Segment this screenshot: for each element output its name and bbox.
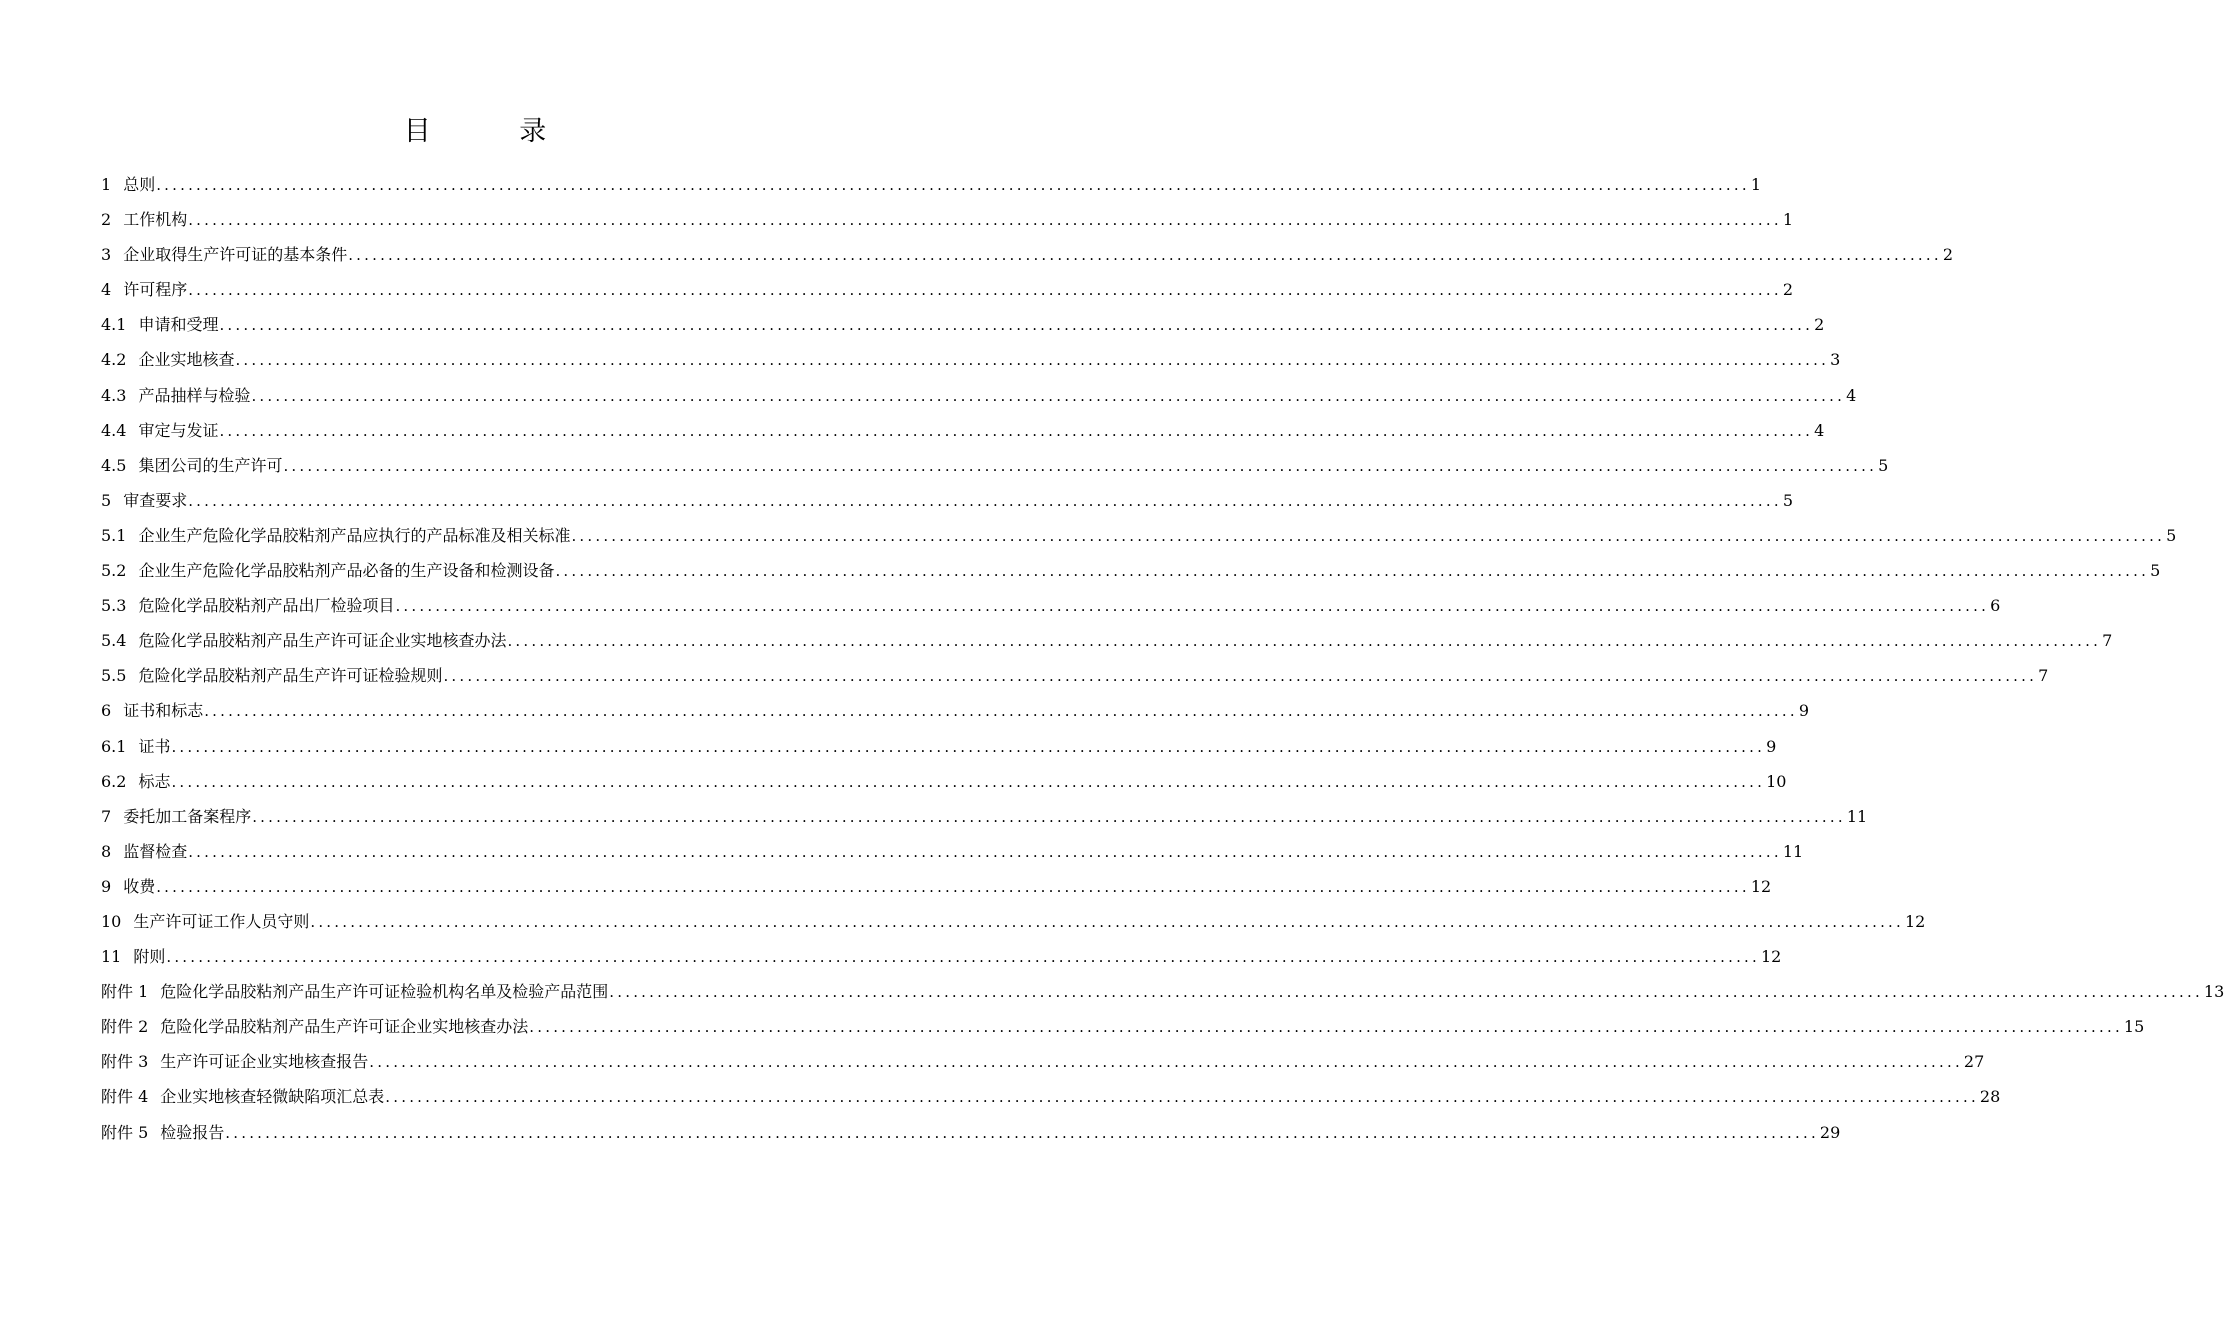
- toc-entry[interactable]: [101, 378, 1857, 413]
- toc-entry-number: 5: [101, 490, 112, 510]
- toc-entry-page: 27: [1963, 1052, 1985, 1072]
- toc-entry[interactable]: [101, 342, 1841, 377]
- toc-leader-dots: ........................................................................................................................................................................................................: [609, 983, 2203, 1002]
- toc-leader-dots: ........................................................................................................................................................................................................: [507, 632, 2102, 651]
- toc-entry-number: 附件 4: [101, 1087, 149, 1107]
- toc-entry-page: 4: [1846, 385, 1857, 405]
- toc-entry-page: 2: [1814, 315, 1825, 335]
- toc-entry-label: 生产许可证工作人员守则: [133, 911, 310, 931]
- toc-entry-page: 9: [1798, 701, 1810, 721]
- toc-entry-label: 危险化学品胶粘剂产品生产许可证企业实地核查办法: [160, 1017, 529, 1037]
- toc-entry[interactable]: [101, 869, 1772, 904]
- toc-entry-number: 附件 5: [101, 1122, 149, 1142]
- toc-entry-label: 总则: [123, 175, 156, 194]
- toc-leader-dots: ........................................................................................................................................................................................................: [188, 281, 1782, 300]
- toc-entry-label: 许可程序: [123, 280, 188, 300]
- toc-entry-page: 7: [2102, 631, 2113, 651]
- toc-leader-dots: ........................................................................................................................................................................................................: [171, 772, 1766, 791]
- toc-entry[interactable]: [101, 693, 1810, 728]
- toc-entry-label: 监督检查: [123, 841, 188, 861]
- toc-leader-dots: ........................................................................................................................................................................................................: [156, 176, 1750, 194]
- toc-entry-page: 1: [1750, 175, 1762, 194]
- toc-entry[interactable]: [101, 764, 1787, 799]
- toc-entry-page: 12: [1761, 947, 1782, 967]
- toc-entry-page: 3: [1830, 350, 1841, 370]
- toc-entry-number: 8: [101, 841, 112, 861]
- toc-entry-number: 4.3: [101, 385, 127, 405]
- toc-entry-page: 5: [2166, 525, 2177, 545]
- toc-entry-label: 危险化学品胶粘剂产品生产许可证企业实地核查办法: [138, 631, 507, 651]
- toc-entry[interactable]: [101, 1079, 2001, 1114]
- toc-entry-page: 2: [1782, 280, 1794, 300]
- toc-entry-label: 危险化学品胶粘剂产品出厂检验项目: [138, 596, 395, 616]
- toc-entry[interactable]: [101, 939, 1782, 974]
- toc-entry-number: 9: [101, 876, 112, 896]
- toc-entry-number: 附件 2: [101, 1017, 149, 1037]
- toc-entry-number: 1: [101, 175, 112, 194]
- toc-entry-page: 10: [1766, 771, 1787, 791]
- toc-entry[interactable]: [101, 904, 1926, 939]
- toc-entry-number: 6.1: [101, 736, 127, 756]
- toc-entry-number: 4.4: [101, 420, 127, 440]
- toc-entry-number: 6.2: [101, 771, 127, 791]
- toc-leader-dots: ........................................................................................................................................................................................................: [156, 877, 1750, 896]
- toc-list: [101, 167, 2224, 1150]
- toc-entry-number: 11: [101, 947, 122, 967]
- toc-leader-dots: ........................................................................................................................................................................................................: [571, 526, 2166, 545]
- toc-entry-number: 5.3: [101, 596, 127, 616]
- toc-entry-number: 6: [101, 701, 112, 721]
- toc-entry[interactable]: [101, 518, 2177, 553]
- toc-entry-page: 11: [1846, 806, 1868, 826]
- toc-entry-number: 4.1: [101, 315, 127, 335]
- toc-leader-dots: ........................................................................................................................................................................................................: [188, 842, 1782, 861]
- toc-entry[interactable]: [101, 413, 1825, 448]
- toc-entry-label: 标志: [138, 771, 171, 791]
- toc-entry-label: 企业生产危险化学品胶粘剂产品应执行的产品标准及相关标准: [138, 525, 571, 545]
- toc-entry-number: 3: [101, 245, 112, 265]
- toc-leader-dots: ........................................................................................................................................................................................................: [310, 912, 1904, 931]
- toc-entry-label: 企业生产危险化学品胶粘剂产品必备的生产设备和检测设备: [138, 561, 555, 581]
- toc-entry-label: 委托加工备案程序: [123, 806, 252, 826]
- toc-entry-label: 工作机构: [123, 210, 188, 230]
- toc-leader-dots: ........................................................................................................................................................................................................: [204, 702, 1798, 721]
- toc-entry-label: 证书和标志: [123, 701, 204, 721]
- toc-entry-label: 集团公司的生产许可: [138, 455, 283, 475]
- toc-leader-dots: ........................................................................................................................................................................................................: [188, 491, 1782, 510]
- toc-leader-dots: ........................................................................................................................................................................................................: [395, 597, 1990, 616]
- toc-entry-page: 1: [1782, 210, 1794, 230]
- toc-entry[interactable]: [101, 307, 1825, 342]
- toc-leader-dots: ........................................................................................................................................................................................................: [555, 562, 2150, 581]
- toc-leader-dots: ........................................................................................................................................................................................................: [283, 456, 1878, 475]
- toc-entry-label: 危险化学品胶粘剂产品生产许可证检验机构名单及检验产品范围: [160, 982, 609, 1002]
- toc-entry-number: 4.2: [101, 350, 127, 370]
- toc-entry-label: 企业取得生产许可证的基本条件: [123, 245, 348, 265]
- toc-entry-page: 11: [1782, 841, 1804, 861]
- toc-entry-page: 12: [1750, 876, 1772, 896]
- toc-entry-page: 7: [2038, 666, 2049, 686]
- toc-entry-number: 7: [101, 806, 112, 826]
- toc-entry-label: 企业实地核查: [138, 350, 235, 370]
- toc-entry-number: 4: [101, 280, 112, 300]
- toc-entry-number: 附件 1: [101, 982, 149, 1002]
- toc-entry-label: 证书: [138, 736, 171, 756]
- toc-entry[interactable]: [101, 588, 2001, 623]
- toc-leader-dots: ........................................................................................................................................................................................................: [235, 351, 1830, 370]
- toc-leader-dots: ........................................................................................................................................................................................................: [443, 667, 2038, 686]
- toc-leader-dots: ........................................................................................................................................................................................................: [252, 807, 1846, 826]
- toc-entry[interactable]: [101, 1115, 1841, 1150]
- toc-leader-dots: ........................................................................................................................................................................................................: [188, 211, 1782, 230]
- toc-entry-page: 15: [2123, 1017, 2145, 1037]
- toc-entry-page: 4: [1814, 420, 1825, 440]
- toc-entry-page: 2: [1942, 245, 1954, 265]
- toc-entry-page: 5: [1782, 490, 1794, 510]
- toc-entry[interactable]: [101, 483, 1794, 518]
- toc-entry-label: 附则: [133, 947, 166, 967]
- toc-entry[interactable]: [101, 167, 1762, 202]
- toc-entry-number: 4.5: [101, 455, 127, 475]
- toc-entry-label: 检验报告: [160, 1122, 225, 1142]
- toc-leader-dots: ........................................................................................................................................................................................................: [251, 386, 1846, 405]
- toc-leader-dots: ........................................................................................................................................................................................................: [171, 737, 1766, 756]
- toc-entry[interactable]: [101, 974, 2224, 1009]
- toc-entry-page: 28: [1979, 1087, 2001, 1107]
- toc-leader-dots: ........................................................................................................................................................................................................: [166, 948, 1760, 967]
- toc-entry-number: 2: [101, 210, 112, 230]
- toc-leader-dots: ........................................................................................................................................................................................................: [219, 316, 1814, 335]
- toc-entry[interactable]: [101, 658, 2049, 693]
- toc-entry-number: 5.5: [101, 666, 127, 686]
- toc-entry[interactable]: [101, 448, 1889, 483]
- toc-entry[interactable]: [101, 237, 1954, 272]
- toc-entry-number: 附件 3: [101, 1052, 149, 1072]
- toc-entry-page: 12: [1905, 911, 1926, 931]
- toc-entry[interactable]: [101, 1044, 1985, 1079]
- toc-entry-label: 企业实地核查轻微缺陷项汇总表: [160, 1087, 385, 1107]
- toc-entry[interactable]: [101, 623, 2113, 658]
- toc-entry-label: 申请和受理: [138, 315, 219, 335]
- toc-entry-page: 6: [1990, 596, 2001, 616]
- toc-entry-label: 审查要求: [123, 490, 188, 510]
- toc-entry-label: 审定与发证: [138, 420, 219, 440]
- toc-entry[interactable]: [101, 1009, 2145, 1044]
- toc-entry[interactable]: [101, 834, 1804, 869]
- toc-entry-number: 5.1: [101, 525, 127, 545]
- toc-entry-page: 5: [1878, 455, 1889, 475]
- toc-entry[interactable]: [101, 729, 1777, 764]
- toc-entry-page: 5: [2150, 561, 2161, 581]
- toc-leader-dots: ........................................................................................................................................................................................................: [529, 1018, 2123, 1037]
- toc-entry-number: 5.4: [101, 631, 127, 651]
- toc-entry-label: 收费: [123, 876, 156, 896]
- toc-leader-dots: ........................................................................................................................................................................................................: [369, 1053, 1963, 1072]
- toc-entry-number: 5.2: [101, 561, 127, 581]
- toc-entry[interactable]: [101, 272, 1794, 307]
- toc-entry-label: 产品抽样与检验: [138, 385, 251, 405]
- toc-entry-label: 危险化学品胶粘剂产品生产许可证检验规则: [138, 666, 443, 686]
- toc-leader-dots: ........................................................................................................................................................................................................: [225, 1123, 1819, 1142]
- toc-entry-label: 生产许可证企业实地核查报告: [160, 1052, 369, 1072]
- toc-leader-dots: ........................................................................................................................................................................................................: [219, 421, 1814, 440]
- page-title: 目 录: [403, 116, 587, 147]
- toc-entry-page: 9: [1766, 736, 1777, 756]
- toc-entry[interactable]: [101, 553, 2161, 588]
- toc-leader-dots: ........................................................................................................................................................................................................: [385, 1088, 1979, 1107]
- toc-entry[interactable]: [101, 799, 1868, 834]
- toc-entry-page: 29: [1819, 1122, 1841, 1142]
- toc-entry-number: 10: [101, 911, 122, 931]
- toc-leader-dots: ........................................................................................................................................................................................................: [348, 246, 1942, 265]
- toc-entry[interactable]: [101, 202, 1794, 237]
- toc-entry-page: 13: [2203, 982, 2224, 1002]
